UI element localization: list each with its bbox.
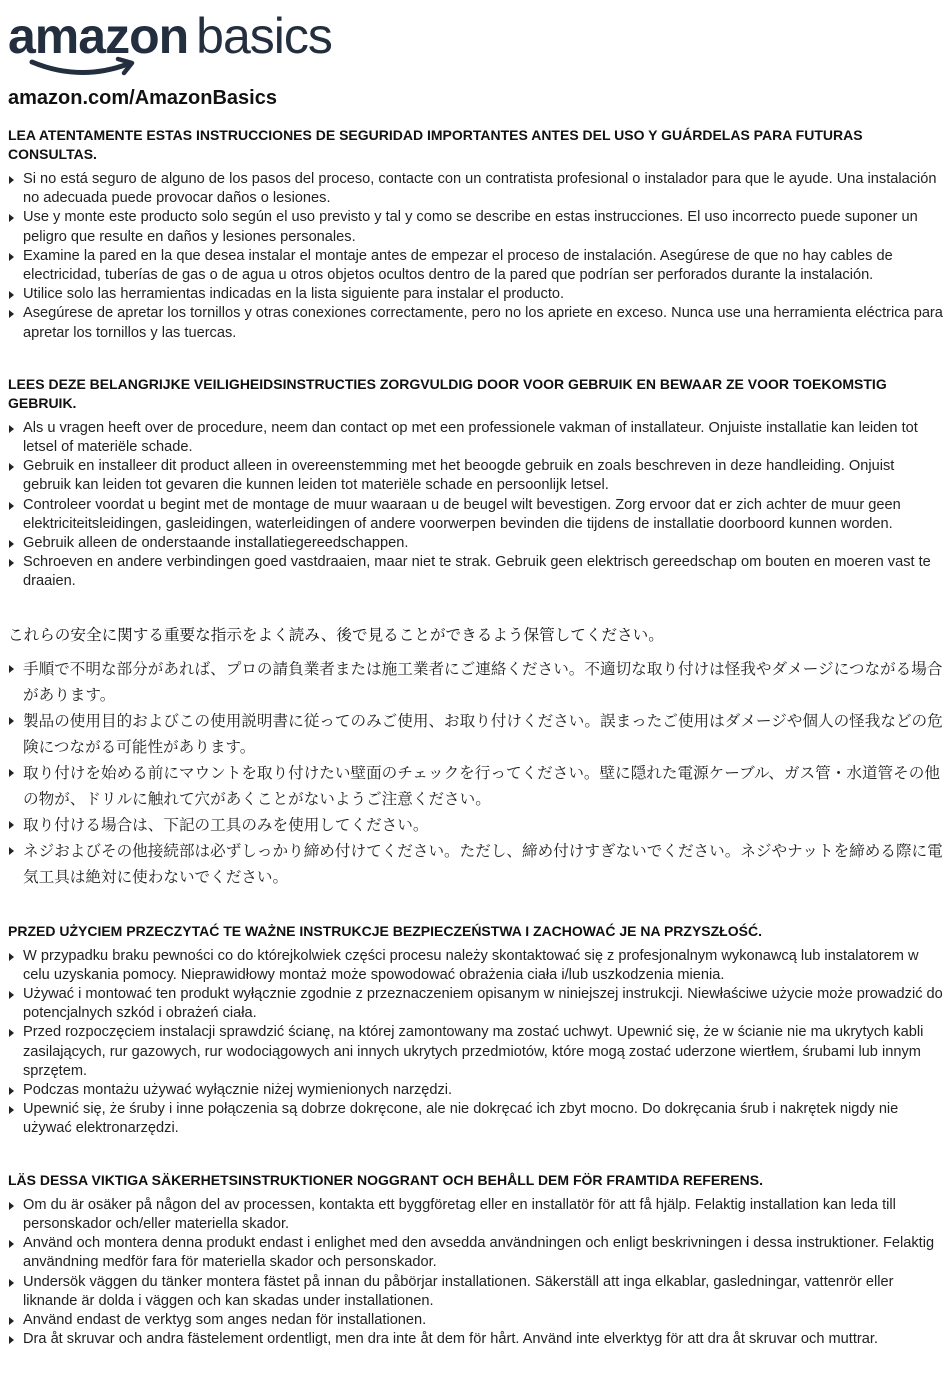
bullet-arrow-icon [9, 540, 14, 548]
list-item [8, 1100, 946, 1138]
list-item-text: Använd och montera denna produkt endast i enlighet med den avsedda användningen och enligt beskrivningen i dessa instruktioner. Felaktig användning medför fara för materiella skador och personskador. [23, 1235, 935, 1271]
logo-word-amazon: amazon [8, 8, 189, 64]
list-item [8, 304, 946, 342]
section-spacer [8, 1139, 946, 1163]
list-item [8, 1273, 946, 1311]
bullet-arrow-icon [9, 291, 14, 299]
section-heading: PRZED UŻYCIEM PRZECZYTAĆ TE WAŻNE INSTRUKCJE BEZPIECZEŃSTWA I ZACHOWAĆ JE NA PRZYSZŁOŚĆ. [8, 922, 762, 939]
list-item-text: Als u vragen heeft over de procedure, neem dan contact op met een professionele vakman of installateur. Onjuiste installatie kan leiden tot letsel of materiële schade. [23, 419, 918, 456]
bullet-arrow-icon [9, 1106, 14, 1114]
list-item-text: 取り付けを始める前にマウントを取り付けたい壁面のチェックを行ってください。壁に隠れた電源ケーブル、ガス管・水道管その他の物が、ドリルに触れて穴があくことがないようご注意ください。 [23, 763, 940, 808]
list-item [8, 656, 946, 708]
list-item [8, 419, 946, 457]
list-item-text: Utilice solo las herramientas indicadas en la lista siguiente para instalar el producto. [23, 286, 565, 303]
list-item [8, 208, 946, 246]
site-url: amazon.com/AmazonBasics [8, 87, 277, 109]
bullet-arrow-icon [9, 176, 14, 184]
list-item-text: Dra åt skruvar och andra fästelement ordentligt, men dra inte åt dem för hårt. Använd inte elverktyg för att dra åt skruvar och muttrar. [23, 1331, 878, 1348]
list-item-text: Använd endast de verktyg som anges nedan för installationen. [23, 1311, 427, 1328]
list-item [8, 1081, 946, 1100]
brand-logo [8, 0, 946, 82]
list-item [8, 170, 946, 208]
smile-arrow-icon [28, 56, 138, 80]
list-item [8, 553, 946, 591]
list-item [8, 534, 946, 553]
section-heading: LEES DEZE BELANGRIJKE VEILIGHEIDSINSTRUCTIES ZORGVULDIG DOOR VOOR GEBRUIK EN BEWAAR ZE VOOR TOEKOMSTIG GEBRUIK. [8, 375, 887, 411]
bullet-arrow-icon [9, 559, 14, 567]
bullet-arrow-icon [9, 821, 14, 829]
document-page [8, 0, 946, 1349]
section-heading: LEA ATENTAMENTE ESTAS INSTRUCCIONES DE SEGURIDAD IMPORTANTES ANTES DEL USO Y GUÁRDELAS PARA FUTURAS CONSULTAS. [8, 127, 863, 162]
list-item [8, 947, 946, 985]
bullet-arrow-icon [9, 214, 14, 222]
list-item [8, 812, 946, 838]
bullet-arrow-icon [9, 769, 14, 777]
section-japanese [8, 624, 946, 890]
bullet-arrow-icon [9, 991, 14, 999]
section-dutch [8, 375, 946, 592]
bullet-arrow-icon [9, 1029, 14, 1037]
list-item-text: Om du är osäker på någon del av processen, kontakta ett byggföretag eller en installatör för att få hjälp. Felaktig installation kan leda till personskador och/eller materiella skador. [23, 1196, 896, 1232]
list-item [8, 457, 946, 495]
section-spacer [8, 343, 946, 367]
list-item-text: 手順で不明な部分があれば、プロの請負業者または施工業者にご連絡ください。不適切な取り付けは怪我やダメージにつながる場合があります。 [23, 659, 943, 704]
list-item-text: Używać i montować ten produkt wyłącznie zgodnie z przeznaczeniem opisanym w niniejszej instrukcji. Niewłaściwe użycie może prowadzić do potencjalnych szkód i obrażeń ciała. [23, 986, 943, 1022]
section-spacer [8, 890, 946, 914]
bullet-arrow-icon [9, 502, 14, 510]
list-item-text: Przed rozpoczęciem instalacji sprawdzić ścianę, na której zamontowany ma zostać uchwyt. Upewnić się, że w ścianie nie ma ukrytych kabli zasilających, rur gazowych, rur wodociągowych ani innych ukrytych przedmiotów, które mogą zostać uderzone wiertłem, śrubami lub innym sprzętem. [23, 1024, 924, 1079]
list-item-text: Asegúrese de apretar los tornillos y otras conexiones correctamente, pero no los apriete en exceso. Nunca use una herramienta eléctrica para apretar los tornillos y las tuercas. [23, 305, 943, 341]
list-item-text: Undersök väggen du tänker montera fästet på innan du påbörjar installationen. Säkerställ att inga elkablar, gasledningar, vattenrör eller liknande är dolda i väggen och kan skadas under installationen. [23, 1273, 894, 1309]
instruction-list [8, 656, 946, 890]
bullet-arrow-icon [9, 1087, 14, 1095]
list-item-text: 製品の使用目的およびこの使用説明書に従ってのみご使用、お取り付けください。誤まったご使用はダメージや個人の怪我などの危険につながる可能性があります。 [23, 711, 943, 756]
instruction-list [8, 947, 946, 1139]
list-item [8, 760, 946, 812]
list-item-text: ネジおよびその他接続部は必ずしっかり締め付けてください。ただし、締め付けすぎないでください。ネジやナットを締める際に電気工具は絶対に使わないでください。 [23, 841, 943, 886]
list-item [8, 1311, 946, 1330]
list-item-text: Podczas montażu używać wyłącznie niżej wymienionych narzędzi. [23, 1082, 453, 1099]
section-spacer [8, 592, 946, 616]
logo-word-basics: basics [196, 8, 332, 64]
bullet-arrow-icon [9, 665, 14, 673]
bullet-arrow-icon [9, 1240, 14, 1248]
list-item [8, 985, 946, 1023]
list-item [8, 1023, 946, 1081]
bullet-arrow-icon [9, 1336, 14, 1344]
list-item-text: Schroeven en andere verbindingen goed vastdraaien, maar niet te strak. Gebruik geen elektrisch gereedschap om bouten en moeren vast te draaien. [23, 554, 931, 590]
bullet-arrow-icon [9, 953, 14, 961]
list-item [8, 1234, 946, 1272]
bullet-arrow-icon [9, 1317, 14, 1325]
instruction-list [8, 419, 946, 592]
list-item-text: W przypadku braku pewności co do którejkolwiek części procesu należy skontaktować się z profesjonalnym wykonawcą lub instalatorem w celu uzyskania pomocy. Nieprawidłowy montaż może spowodować obrażenia ciała i/lub uszkodzenia mienia. [23, 947, 919, 983]
bullet-arrow-icon [9, 253, 14, 261]
list-item [8, 1196, 946, 1234]
list-item-text: Si no está seguro de alguno de los pasos del proceso, contacte con un contratista profesional o instalador para que le ayude. Una instalación no adecuada puede provocar daños o lesiones. [23, 171, 937, 207]
list-item [8, 708, 946, 760]
bullet-arrow-icon [9, 847, 14, 855]
section-heading: これらの安全に関する重要な指示をよく読み、後で見ることができるよう保管してください。 [8, 625, 664, 644]
list-item [8, 838, 946, 890]
list-item-text: 取り付ける場合は、下記の工具のみを使用してください。 [23, 815, 429, 834]
list-item [8, 247, 946, 285]
instruction-list [8, 1196, 946, 1350]
list-item-text: Gebruik en installeer dit product alleen in overeenstemming met het beoogde gebruik en zoals beschreven in deze handleiding. Onjuist gebruik kan leiden tot gevaren die kunnen leiden tot materiële schade en persoonlijk letsel. [23, 458, 895, 494]
list-item [8, 496, 946, 534]
section-spanish [8, 126, 946, 343]
bullet-arrow-icon [9, 1202, 14, 1210]
list-item-text: Examine la pared en la que desea instalar el montaje antes de empezar el proceso de instalación. Asegúrese de que no hay cables de electricidad, tuberías de gas o de agua u otros objetos ocultos dentro de la pared que podrían ser perforados durante la instalación. [23, 247, 893, 284]
list-item [8, 1330, 946, 1349]
bullet-arrow-icon [9, 1279, 14, 1287]
bullet-arrow-icon [9, 463, 14, 471]
list-item-text: Use y monte este producto solo según el uso previsto y tal y como se describe en estas instrucciones. El uso incorrecto puede suponer un peligro que resulte en daños y lesiones personales. [23, 209, 918, 245]
instruction-list [8, 170, 946, 343]
bullet-arrow-icon [9, 717, 14, 725]
list-item [8, 285, 946, 304]
section-heading: LÄS DESSA VIKTIGA SÄKERHETSINSTRUKTIONER NOGGRANT OCH BEHÅLL DEM FÖR FRAMTIDA REFERENS. [8, 1171, 763, 1188]
section-polish [8, 922, 946, 1139]
list-item-text: Controleer voordat u begint met de montage de muur waaraan u de beugel wilt bevestigen. Zorg ervoor dat er zich achter de muur geen elektriciteitsleidingen, gasleidingen, waterleidingen of andere voorwerpen bevinden die tijdens de installatie doorboord kunnen worden. [23, 496, 901, 532]
section-swedish [8, 1171, 946, 1350]
list-item-text: Gebruik alleen de onderstaande installatiegereedschappen. [23, 535, 409, 552]
list-item-text: Upewnić się, że śruby i inne połączenia są dobrze dokręcone, ale nie dokręcać ich zbyt mocno. Do dokręcania śrub i nakrętek nigdy nie używać elektronarzędzi. [23, 1101, 899, 1137]
bullet-arrow-icon [9, 425, 14, 433]
bullet-arrow-icon [9, 310, 14, 318]
